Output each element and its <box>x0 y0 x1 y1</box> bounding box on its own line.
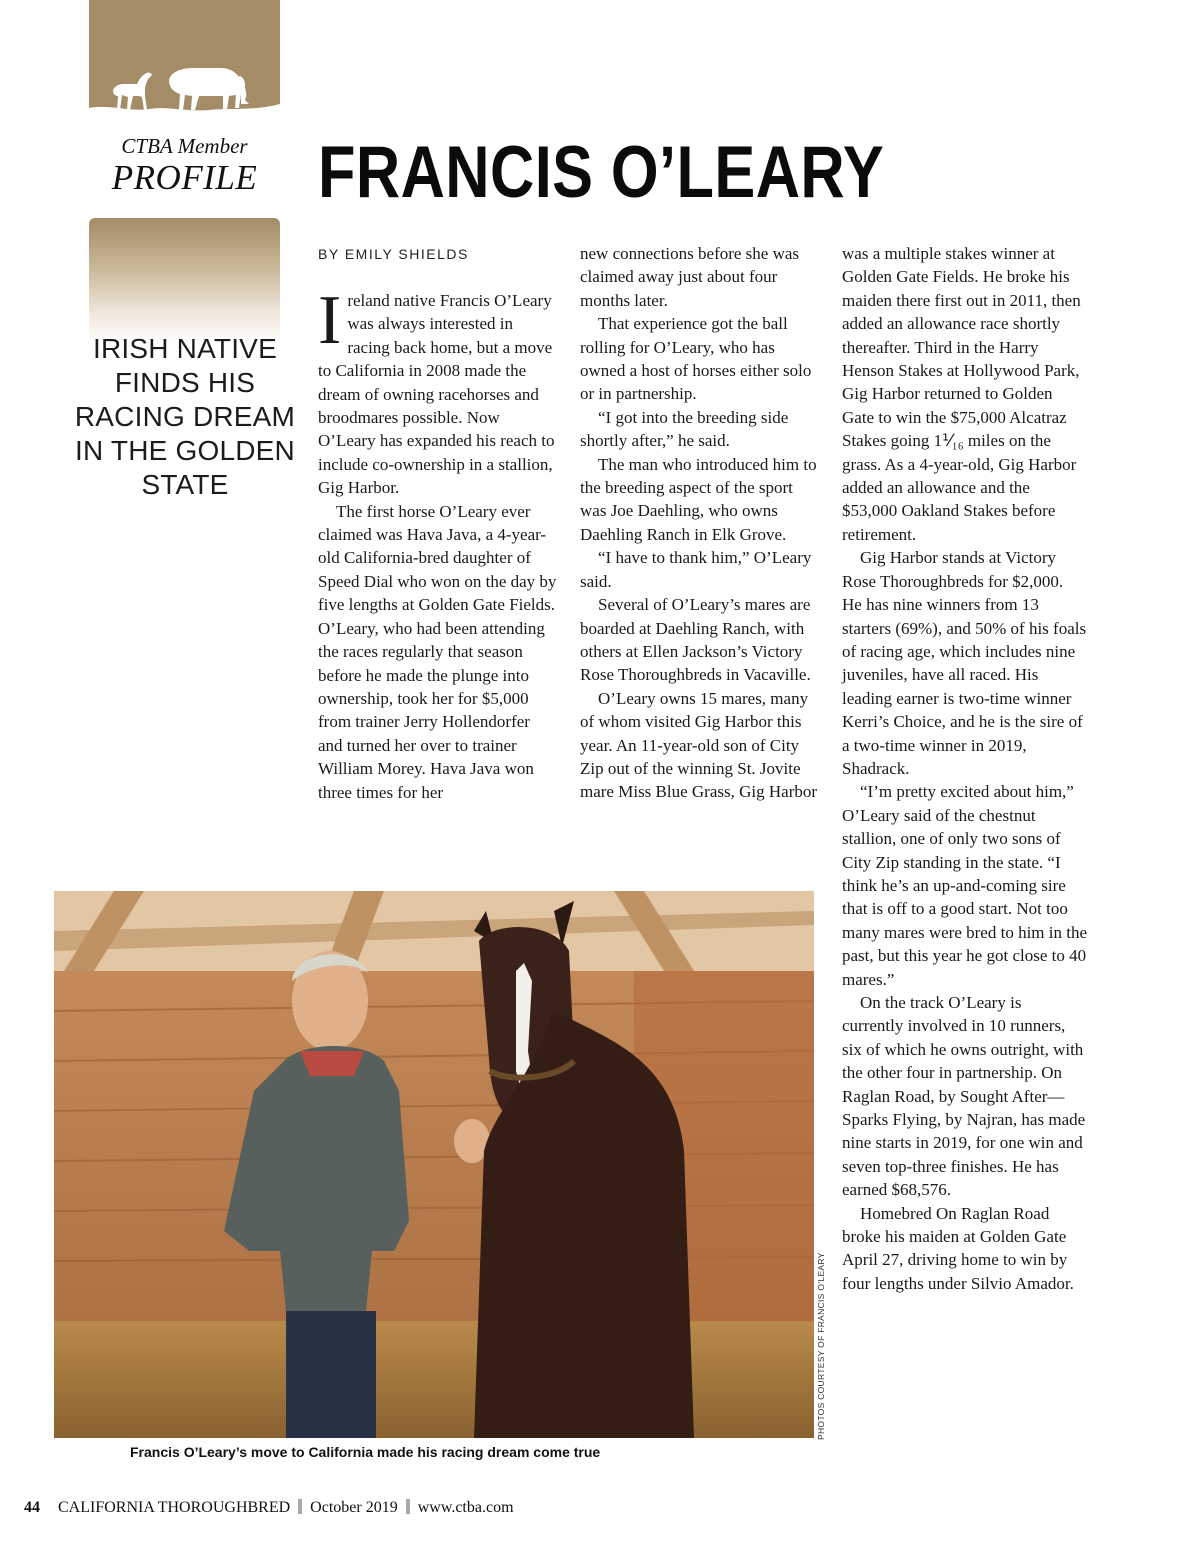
page-footer <box>24 1499 514 1517</box>
paragraph: “I’m pretty excited about him,” O’Leary said of the chestnut stallion, one of only two sons of City Zip standing in the state. “I think he’s an up-and-coming sire that is off to a good start. Not too many mares were bred to him in the past, but this year he got close to 40 mares.” <box>842 782 1088 989</box>
paragraph: was a multiple stakes winner at Golden Gate Fields. He broke his maiden there first out in 2011, then added an allowance race shortly thereafter. Third in the Harry Henson Stakes at Hollywood Park, Gig Harbor returned to Golden Gate to win the $75,000 Alcatraz Stakes going 1⅟₁₆ miles on the grass. As a 4-year-old, Gig Harbor added an allowance and the $53,000 Oakland Stakes before retirement. <box>842 244 1081 544</box>
article-column-2 <box>580 242 820 804</box>
paragraph: “I have to thank him,” O’Leary said. <box>580 548 812 591</box>
footer-divider <box>406 1499 410 1514</box>
paragraph: “I got into the breeding side shortly after,” he said. <box>580 407 789 451</box>
website-link[interactable]: www.ctba.com <box>417 1499 514 1516</box>
page-number: 44 <box>24 1499 40 1516</box>
deck-background <box>89 218 280 343</box>
byline: BY EMILY SHIELDS <box>318 246 469 262</box>
drop-cap: I <box>318 282 342 359</box>
article-column-1 <box>318 282 558 804</box>
paragraph: The man who introduced him to the breeding aspect of the sport was Joe Daehling, who owns Daehling Ranch in Elk Grove. <box>580 454 817 544</box>
ctba-logo-banner <box>89 0 280 120</box>
article-column-3 <box>842 242 1087 1295</box>
paragraph: Several of O’Leary’s mares are boarded at Daehling Ranch, with others at Ellen Jackson’s Victory Rose Thoroughbreds in Vacaville. <box>580 595 811 685</box>
paragraph: Ireland native Francis O’Leary was always interested in racing back home, but a move to California in 2008 made the dream of owning racehorses and broodmares possible. Now O’Leary has expanded his reach to include co-ownership in a stallion, Gig Harbor. <box>318 282 555 498</box>
deck-subheadline: IRISH NATIVE FINDS HIS RACING DREAM IN THE GOLDEN STATE <box>74 333 296 500</box>
kicker-profile: PROFILE <box>111 158 258 197</box>
photo-man-with-horse <box>54 891 814 1438</box>
kicker-ctba-member: CTBA Member <box>121 134 248 158</box>
footer-divider <box>298 1499 302 1514</box>
paragraph: That experience got the ball rolling for O’Leary, who has owned a host of horses either solo or in partnership. <box>580 314 812 404</box>
paragraph: new connections before she was claimed away just about four months later. <box>580 244 800 310</box>
issue-date: October 2019 <box>310 1499 398 1516</box>
horses-silhouette-icon <box>89 0 280 120</box>
paragraph: O’Leary owns 15 mares, many of whom visited Gig Harbor this year. An 11-year-old son of City Zip out of the winning St. Jovite mare Miss Blue Grass, Gig Harbor <box>580 688 818 802</box>
photo-credit: PHOTOS COURTESY OF FRANCIS O’LEARY <box>816 1252 826 1440</box>
photo-caption: Francis O’Leary’s move to California made his racing dream come true <box>130 1444 601 1460</box>
paragraph: The first horse O’Leary ever claimed was Hava Java, a 4-year-old California-bred daughter of Speed Dial who won on the day by five lengths at Golden Gate Fields. O’Leary, who had been attending the races regularly that season before he made the plunge into ownership, took her for $5,000 from trainer Jerry Hollendorfer and turned her over to trainer William Morey. Hava Java won three times for her <box>318 501 557 802</box>
paragraph: Homebred On Raglan Road broke his maiden at Golden Gate April 27, driving home to win by four lengths under Silvio Amador. <box>842 1203 1074 1293</box>
page-title: FRANCIS O’LEARY <box>318 132 885 213</box>
paragraph: Gig Harbor stands at Victory Rose Thoroughbreds for $2,000. He has nine winners from 13 starters (69%), and 50% of his foals of racing age, which includes nine juveniles, have all raced. His leading earner is two-time winner Kerri’s Choice, and he is the sire of a two-time winner in 2019, Shadrack. <box>842 548 1087 778</box>
paragraph: On the track O’Leary is currently involved in 10 runners, six of which he owns outright, with the other four in partnership. On Raglan Road, by Sought After—Sparks Flying, by Najran, has made nine starts in 2019, for one win and seven top-three finishes. He has earned $68,576. <box>842 993 1086 1200</box>
publication-name: CALIFORNIA THOROUGHBRED <box>58 1499 291 1516</box>
